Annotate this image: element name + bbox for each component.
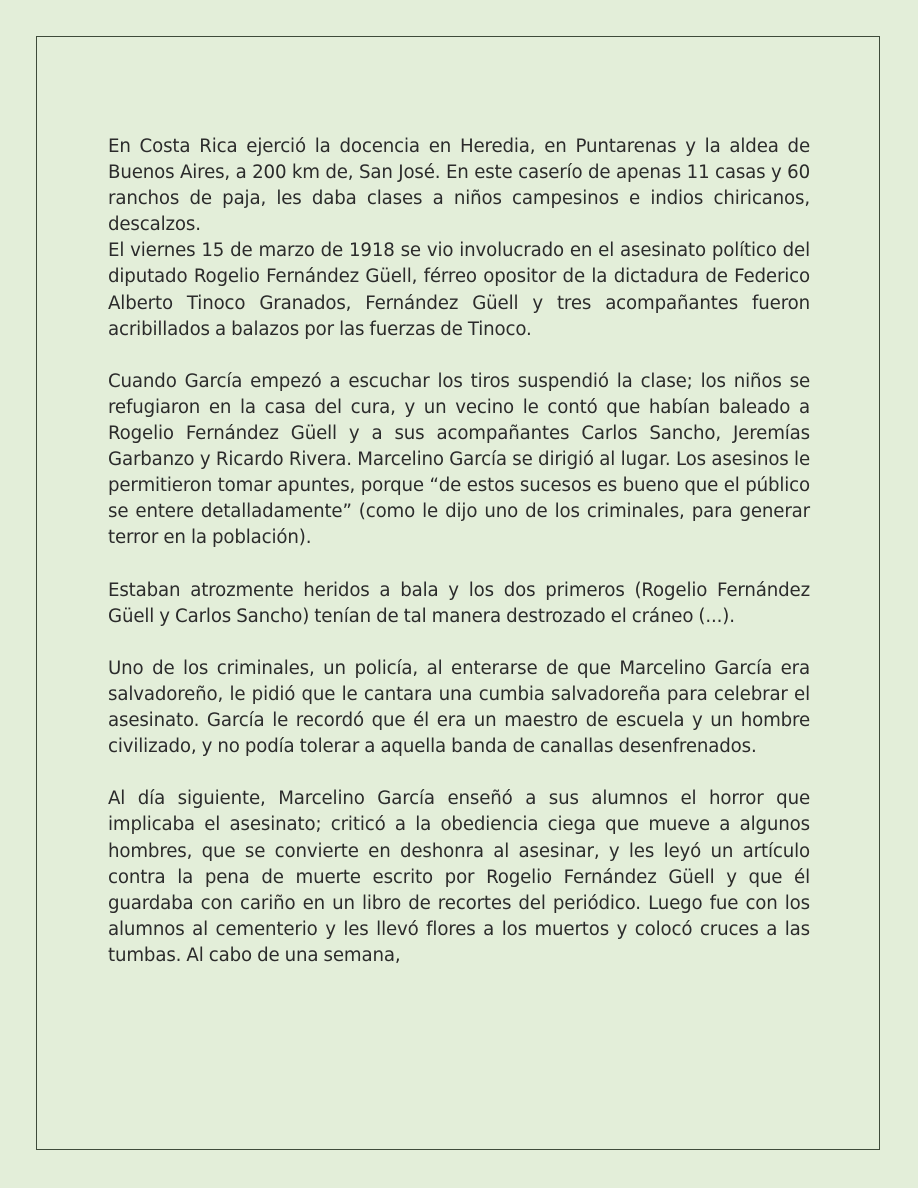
- paragraph-policeman: Uno de los criminales, un policía, al enterarse de que Marcelino García era salvadoreño, le pidió que le cantara una cumbia salvadoreña para celebrar el asesinato. García le recordó que él era un maestro de escuela y un hombre civilizado, y no podía tolerar a aquella banda de canallas desenfrenados.: [108, 657, 810, 758]
- document-body: [108, 134, 810, 969]
- paragraph-wounded: Estaban atrozmente heridos a bala y los dos primeros (Rogelio Fernández Güell y Carlos Sancho) tenían de tal manera destrozado el cráneo (...).: [108, 579, 810, 627]
- paragraph-shots-heard: Cuando García empezó a escuchar los tiros suspendió la clase; los niños se refugiaron en la casa del cura, y un vecino le contó que habían baleado a Rogelio Fernández Güell y a sus acompañantes Carlos Sancho, Jeremías Garbanzo y Ricardo Rivera. Marcelino García se dirigió al lugar. Los asesinos le permitieron tomar apuntes, porque “de estos sucesos es bueno que el público se entere detalladamente” (como le dijo uno de los criminales, para generar terror en la población).: [108, 370, 810, 549]
- paragraph-next-day: Al día siguiente, Marcelino García enseñó a sus alumnos el horror que implicaba el asesinato; criticó a la obediencia ciega que mueve a algunos hombres, que se convierte en deshonra al asesinar, y les leyó un artículo contra la pena de muerte escrito por Rogelio Fernández Güell y que él guardaba con cariño en un libro de recortes del periódico. Luego fue con los alumnos al cementerio y les llevó flores a los muertos y colocó cruces a las tumbas. Al cabo de una semana,: [108, 788, 810, 966]
- paragraph-assassination: El viernes 15 de marzo de 1918 se vio involucrado en el asesinato político del diputado Rogelio Fernández Güell, férreo opositor de la dictadura de Federico Alberto Tinoco Granados, Fernández Güell y tres acompañantes fueron acribillados a balazos por las fuerzas de Tinoco.: [108, 240, 810, 340]
- paragraph-teaching: En Costa Rica ejerció la docencia en Heredia, en Puntarenas y la aldea de Buenos Aires, a 200 km de, San José. En este caserío de apenas 11 casas y 60 ranchos de paja, les daba clases a niños campesinos e indios chiricanos, descalzos.: [108, 136, 810, 236]
